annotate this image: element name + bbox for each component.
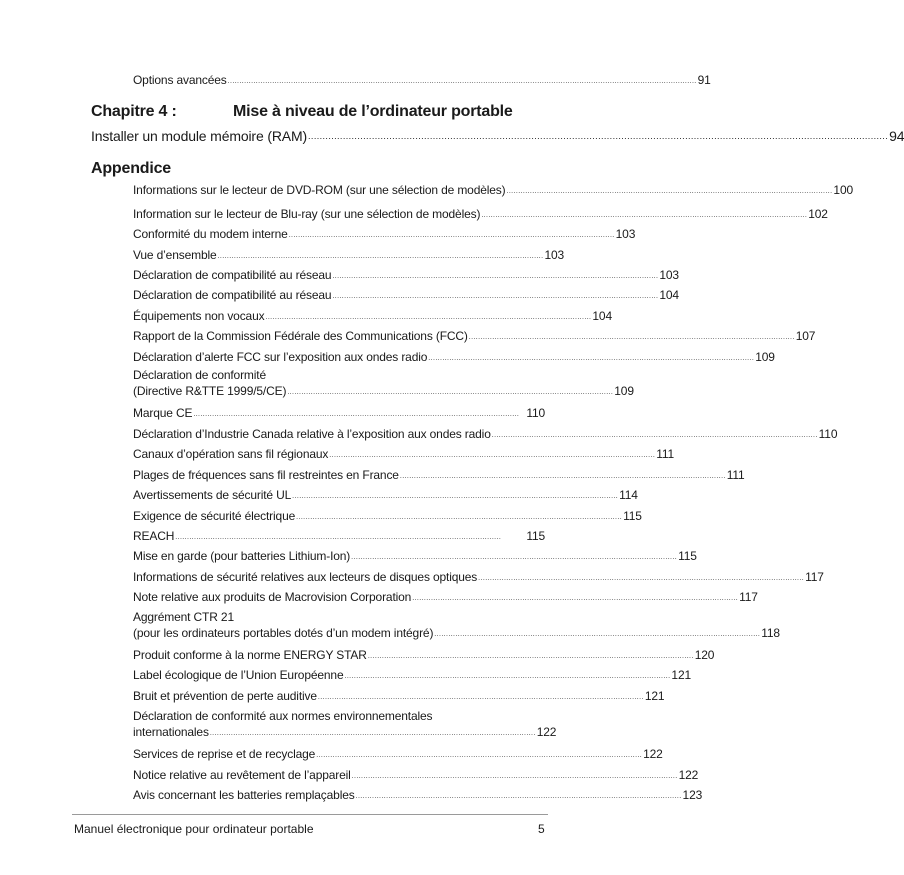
toc-entry[interactable] <box>133 309 612 324</box>
toc-entry-title: Exigence de sécurité électrique <box>133 509 296 523</box>
toc-entry-title: Installer un module mémoire (RAM) <box>91 128 308 144</box>
toc-entry-title: Déclaration d’alerte FCC sur l’exposition aux ondes radio <box>133 350 428 364</box>
toc-entry-page: 100 <box>833 183 853 197</box>
toc-entry-two-line[interactable] <box>133 609 780 641</box>
toc-leader-dots: ........................................................................................................................................... <box>468 334 795 341</box>
toc-leader-dots: ........................................................................................................................................................................................................ <box>227 78 697 85</box>
toc-entry-title: Produit conforme à la norme ENERGY STAR <box>133 648 367 662</box>
toc-leader-dots: ........................................................................................................................................... <box>332 273 659 280</box>
toc-entry-page: 109 <box>614 384 634 398</box>
toc-entry-title: Informations sur le lecteur de DVD-ROM (sur une sélection de modèles) <box>133 183 506 197</box>
toc-entry-page: 115 <box>678 549 697 563</box>
toc-entry-title: Déclaration d’Industrie Canada relative à l’exposition aux ondes radio <box>133 427 491 441</box>
toc-entry-title: (Directive R&TTE 1999/5/CE) <box>133 384 287 398</box>
toc-leader-dots: ........................................................................................................................................... <box>265 314 592 321</box>
toc-entry[interactable] <box>133 427 838 442</box>
toc-entry[interactable] <box>133 747 663 762</box>
toc-entry-page: 121 <box>644 689 665 703</box>
toc-entry-page: 110 <box>818 427 838 441</box>
toc-entry[interactable] <box>133 549 697 564</box>
toc-entry-page: 122 <box>536 725 557 739</box>
toc-leader-dots: ........................................................................................................................................... <box>478 575 805 582</box>
toc-entry-title: Canaux d’opération sans fil régionaux <box>133 447 329 461</box>
toc-entry-page: 111 <box>726 468 745 482</box>
toc-entry-page: 103 <box>615 227 636 241</box>
toc-entry-page: 118 <box>761 626 780 640</box>
chapter-title: Mise à niveau de l’ordinateur portable <box>233 103 513 120</box>
toc-leader-dots: ........................................................................................................................................... <box>288 232 615 239</box>
toc-entry-title: Avis concernant les batteries remplaçables <box>133 788 355 802</box>
toc-entry-page: 117 <box>739 590 758 604</box>
toc-leader-dots: ........................................................................................................................................... <box>355 793 682 800</box>
toc-entry-page: 110 <box>526 406 545 420</box>
toc-entry-title: Conformité du modem interne <box>133 227 288 241</box>
toc-entry-options-avancees[interactable] <box>133 73 711 88</box>
toc-entry-title: Avertissements de sécurité UL <box>133 488 292 502</box>
toc-entry-page: 104 <box>659 288 679 302</box>
toc-entry-title: Information sur le lecteur de Blu-ray (sur une sélection de modèles) <box>133 207 481 221</box>
toc-entry-title: Mise en garde (pour batteries Lithium-Ion) <box>133 549 351 563</box>
toc-entry-page: 109 <box>755 350 775 364</box>
toc-entry-title: Vue d’ensemble <box>133 248 217 262</box>
toc-leader-dots: ........................................................................................................................................... <box>316 752 643 759</box>
toc-leader-dots: ........................................................................................................................................... <box>193 411 520 418</box>
toc-entry-page: 120 <box>694 648 715 662</box>
toc-entry-title: Notice relative au revêtement de l’appareil <box>133 768 351 782</box>
toc-entry-page: 107 <box>795 329 816 343</box>
toc-entry-title: Bruit et prévention de perte auditive <box>133 689 317 703</box>
toc-leader-dots: ........................................................................................................................................... <box>351 554 678 561</box>
chapter-label: Chapitre 4 : <box>91 103 177 120</box>
toc-entry-ram[interactable] <box>91 127 904 145</box>
toc-entry-title: Marque CE <box>133 406 193 420</box>
toc-entry-page: 114 <box>619 488 638 502</box>
toc-entry-title: Label écologique de l’Union Européenne <box>133 668 344 682</box>
toc-entry-page: 103 <box>659 268 679 282</box>
toc-entry-page: 94 <box>889 128 904 144</box>
toc-leader-dots: ........................................................................................................................................... <box>344 673 671 680</box>
toc-entry[interactable] <box>133 468 745 483</box>
toc-entry[interactable] <box>133 689 665 704</box>
toc-leader-dots: ........................................................................................................................................... <box>481 212 808 219</box>
footer-title: Manuel électronique pour ordinateur portable <box>74 822 314 836</box>
toc-entry[interactable] <box>133 668 691 683</box>
toc-entry-title: REACH <box>133 529 175 543</box>
toc-leader-dots: ........................................................................................................................................... <box>332 293 659 300</box>
toc-entry-title: Services de reprise et de recyclage <box>133 747 316 761</box>
toc-leader-dots: ........................................................................................................................................... <box>434 631 761 638</box>
toc-entry-page: 115 <box>526 529 545 543</box>
toc-leader-dots: ........................................................................................................................................... <box>329 452 656 459</box>
toc-entry-title: Note relative aux produits de Macrovision Corporation <box>133 590 412 604</box>
footer-page-number: 5 <box>538 822 545 836</box>
footer-divider <box>72 814 548 815</box>
toc-entry[interactable] <box>133 509 642 524</box>
toc-entry-page: 103 <box>544 248 565 262</box>
toc-entry-title: (pour les ordinateurs portables dotés d’un modem intégré) <box>133 626 434 640</box>
toc-entry[interactable] <box>133 488 638 503</box>
toc-entry-title-line1: Déclaration de conformité <box>133 368 266 382</box>
toc-entry[interactable] <box>133 447 674 462</box>
toc-entry-two-line[interactable] <box>133 367 634 399</box>
toc-entry[interactable] <box>133 570 824 585</box>
toc-entry[interactable] <box>133 350 775 365</box>
toc-entry-page: 121 <box>671 668 691 682</box>
toc-leader-dots: ........................................................................................................................................... <box>506 188 833 195</box>
toc-entry[interactable] <box>133 227 636 242</box>
toc-entry[interactable] <box>133 248 565 263</box>
toc-entry[interactable] <box>133 207 828 222</box>
toc-entry-page: 91 <box>697 73 711 87</box>
toc-entry[interactable] <box>133 788 703 803</box>
toc-leader-dots: ........................................................................................................................................... <box>351 773 678 780</box>
toc-entry[interactable] <box>133 768 699 783</box>
toc-entry-title: Rapport de la Commission Fédérale des Communications (FCC) <box>133 329 468 343</box>
toc-entry-title: Déclaration de compatibilité au réseau <box>133 288 332 302</box>
toc-entry-title-line1: Déclaration de conformité aux normes environnementales <box>133 709 433 723</box>
toc-entry[interactable] <box>133 183 853 198</box>
toc-entry-page: 117 <box>805 570 824 584</box>
toc-entry-two-line[interactable] <box>133 708 557 740</box>
toc-entry[interactable] <box>133 268 679 283</box>
toc-entry-title-line1: Aggrément CTR 21 <box>133 610 234 624</box>
toc-entry-page: 102 <box>808 207 828 221</box>
toc-leader-dots: ........................................................................................................................................... <box>317 694 644 701</box>
toc-entry-title: internationales <box>133 725 209 739</box>
toc-entry[interactable] <box>133 590 758 605</box>
toc-entry-page: 122 <box>678 768 699 782</box>
toc-entry-title: Plages de fréquences sans fil restreintes en France <box>133 468 399 482</box>
toc-entry-page: 111 <box>656 447 674 461</box>
toc-entry[interactable] <box>133 648 715 663</box>
toc-entry[interactable] <box>133 406 545 421</box>
toc-entry-page: 123 <box>682 788 703 802</box>
toc-entry-page: 122 <box>643 747 663 761</box>
toc-entry-page: 104 <box>592 309 612 323</box>
toc-leader-dots: ........................................................................................................................................... <box>367 653 694 660</box>
toc-leader-dots: ........................................................................................................................................... <box>217 253 544 260</box>
appendix-heading: Appendice <box>91 160 171 177</box>
toc-entry-title: Déclaration de compatibilité au réseau <box>133 268 332 282</box>
toc-entry-title: Informations de sécurité relatives aux lecteurs de disques optiques <box>133 570 478 584</box>
toc-entry-title: Équipements non vocaux <box>133 309 265 323</box>
toc-leader-dots: ........................................................................................................................................... <box>209 730 536 737</box>
toc-leader-dots: ........................................................................................................................................... <box>412 595 739 602</box>
toc-leader-dots: ........................................................................................................................................... <box>491 432 818 439</box>
toc-leader-dots: ........................................................................................................................................... <box>296 514 623 521</box>
toc-leader-dots: ........................................................................................................................................... <box>292 493 619 500</box>
toc-entry[interactable] <box>133 288 679 303</box>
toc-entry-title: Options avancées <box>133 73 227 87</box>
toc-leader-dots: ........................................................................................................................................... <box>428 355 755 362</box>
toc-entry[interactable] <box>133 529 545 544</box>
toc-entry-page: 115 <box>623 509 642 523</box>
toc-leader-dots: ........................................................................................................................................... <box>175 534 502 541</box>
toc-leader-dots: ........................................................................................................................................... <box>399 473 726 480</box>
toc-leader-dots: ........................................................................................................................................................................................................ <box>308 131 889 141</box>
toc-leader-dots: ........................................................................................................................................... <box>287 389 614 396</box>
toc-entry[interactable] <box>133 329 816 344</box>
